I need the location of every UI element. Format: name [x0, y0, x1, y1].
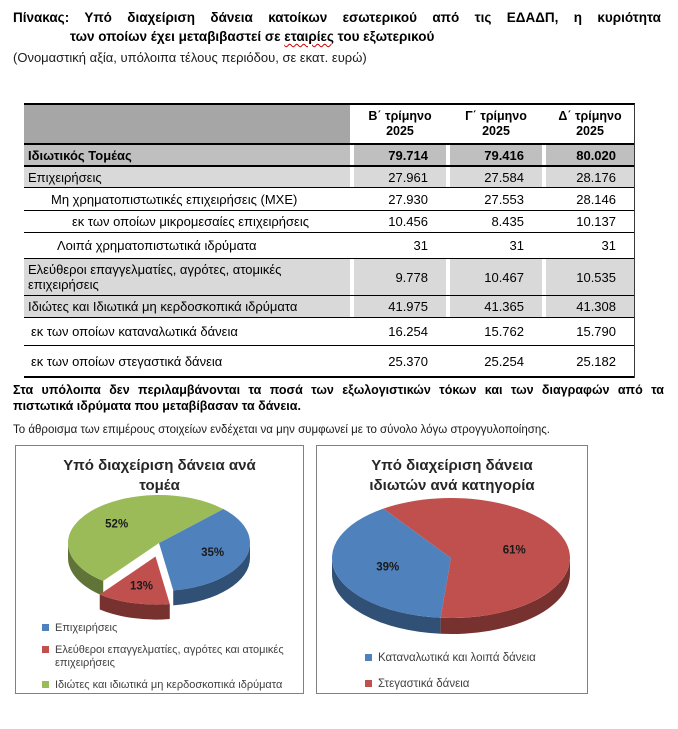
pie-slice-label: 35%: [201, 547, 225, 560]
table-row: [24, 318, 634, 346]
value-cell: 31: [450, 233, 542, 258]
value-cell: 79.714: [354, 145, 446, 165]
legend-item: Επιχειρήσεις: [42, 622, 296, 635]
row-label: εκ των οποίων μικρομεσαίες επιχειρήσεις: [24, 211, 350, 232]
value-cell: 28.146: [546, 188, 634, 210]
table-row: [24, 233, 634, 259]
pie-chart-panel-by-sector: [15, 445, 304, 694]
loans-table: [24, 103, 635, 378]
chart-legend-by-category: [365, 652, 580, 704]
row-label: Ιδιωτικός Τομέας: [24, 145, 350, 165]
value-cell: 41.365: [450, 296, 542, 317]
value-cell: 10.467: [450, 259, 542, 295]
value-cell: 41.975: [354, 296, 446, 317]
value-cell: 27.961: [354, 167, 446, 187]
table-corner-cell: [24, 105, 350, 143]
value-cell: 31: [354, 233, 446, 258]
table-row: [24, 145, 634, 167]
pie-chart-panel-by-category: [316, 445, 588, 694]
column-header: Β΄ τρίμηνο 2025: [354, 105, 446, 143]
value-cell: 27.553: [450, 188, 542, 210]
pie-slice-label: 13%: [129, 580, 154, 593]
value-cell: 16.254: [354, 318, 446, 345]
value-cell: 8.435: [450, 211, 542, 232]
legend-swatch-icon: [42, 681, 49, 688]
value-cell: 80.020: [546, 145, 634, 165]
legend-item: Ιδιώτες και ιδιωτικά μη κερδοσκοπικά ιδρύματα: [42, 679, 296, 692]
value-cell: 15.790: [546, 318, 634, 345]
value-cell: 28.176: [546, 167, 634, 187]
legend-item: Καταναλωτικά και λοιπά δάνεια: [365, 652, 580, 665]
document-subtitle: (Ονομαστική αξία, υπόλοιπα τέλους περιόδου, σε εκατ. ευρώ): [13, 50, 367, 65]
value-cell: 41.308: [546, 296, 634, 317]
chart-title-line: Υπό διαχείριση δάνεια: [371, 457, 533, 474]
footnote-rounding: Το άθροισμα των επιμέρους στοιχείων ενδέχεται να μην συμφωνεί με το σύνολο λόγω στρογγυλοποίησης.: [13, 424, 550, 436]
pie-slice-label: 61%: [502, 544, 526, 557]
value-cell: 79.416: [450, 145, 542, 165]
table-row: [24, 296, 634, 318]
pie-slice-label: 52%: [105, 518, 129, 531]
value-cell: 31: [546, 233, 634, 258]
chart-title-by-category: [317, 456, 587, 496]
chart-title-line: Υπό διαχείριση δάνεια ανά: [63, 457, 256, 474]
row-label: εκ των οποίων καταναλωτικά δάνεια: [24, 318, 350, 345]
legend-swatch-icon: [365, 654, 372, 661]
column-header: Γ΄ τρίμηνο 2025: [450, 105, 542, 143]
title-prefix: Πίνακας:: [13, 10, 70, 25]
legend-item: Ελεύθεροι επαγγελματίες, αγρότες και ατομικές επιχειρήσεις: [42, 644, 296, 670]
value-cell: 9.778: [354, 259, 446, 295]
chart-title-line: ιδιωτών ανά κατηγορία: [369, 477, 535, 494]
legend-swatch-icon: [365, 680, 372, 687]
value-cell: 25.370: [354, 346, 446, 376]
column-header: Δ΄ τρίμηνο 2025: [546, 105, 634, 143]
value-cell: 25.254: [450, 346, 542, 376]
document-title-line2: των οποίων έχει μεταβιβαστεί σε εταιρίες του εξωτερικού: [70, 29, 435, 44]
pie-slice-label: 39%: [376, 561, 400, 574]
table-row: [24, 259, 634, 296]
footnote-exclusions: Στα υπόλοιπα δεν περιλαμβάνονται τα ποσά των εξωλογιστικών τόκων και των διαγραφών από τα πιστωτικά ιδρύματα που μεταβίβασαν τα δάνεια.: [13, 383, 664, 413]
document-title: [13, 8, 661, 46]
value-cell: 27.930: [354, 188, 446, 210]
chart-legend-by-sector: [42, 622, 296, 701]
chart-title-line: τομέα: [139, 477, 180, 494]
value-cell: 10.137: [546, 211, 634, 232]
value-cell: 15.762: [450, 318, 542, 345]
document-title-line1: Πίνακας: Υπό διαχείριση δάνεια κατοίκων εσωτερικού από τις ΕΔΑΔΠ, η κυριότητα: [13, 10, 661, 25]
misspelled-word: εταιρίες: [284, 29, 334, 44]
legend-item: Στεγαστικά δάνεια: [365, 678, 580, 691]
value-cell: 27.584: [450, 167, 542, 187]
row-label: Ελεύθεροι επαγγελματίες, αγρότες, ατομικές επιχειρήσεις: [24, 259, 350, 295]
row-label: Λοιπά χρηματοπιστωτικά ιδρύματα: [24, 233, 350, 258]
value-cell: 10.535: [546, 259, 634, 295]
value-cell: 10.456: [354, 211, 446, 232]
chart-title-by-sector: [16, 456, 303, 496]
row-label: εκ των οποίων στεγαστικά δάνεια: [24, 346, 350, 376]
table-row: [24, 167, 634, 188]
value-cell: 25.182: [546, 346, 634, 376]
row-label: Μη χρηματοπιστωτικές επιχειρήσεις (ΜΧΕ): [24, 188, 350, 210]
table-row: [24, 188, 634, 211]
row-label: Επιχειρήσεις: [24, 167, 350, 187]
legend-swatch-icon: [42, 646, 49, 653]
table-header-row: [24, 105, 634, 145]
row-label: Ιδιώτες και Ιδιωτικά μη κερδοσκοπικά ιδρύματα: [24, 296, 350, 317]
legend-swatch-icon: [42, 624, 49, 631]
table-row: [24, 211, 634, 233]
table-row: [24, 346, 634, 378]
